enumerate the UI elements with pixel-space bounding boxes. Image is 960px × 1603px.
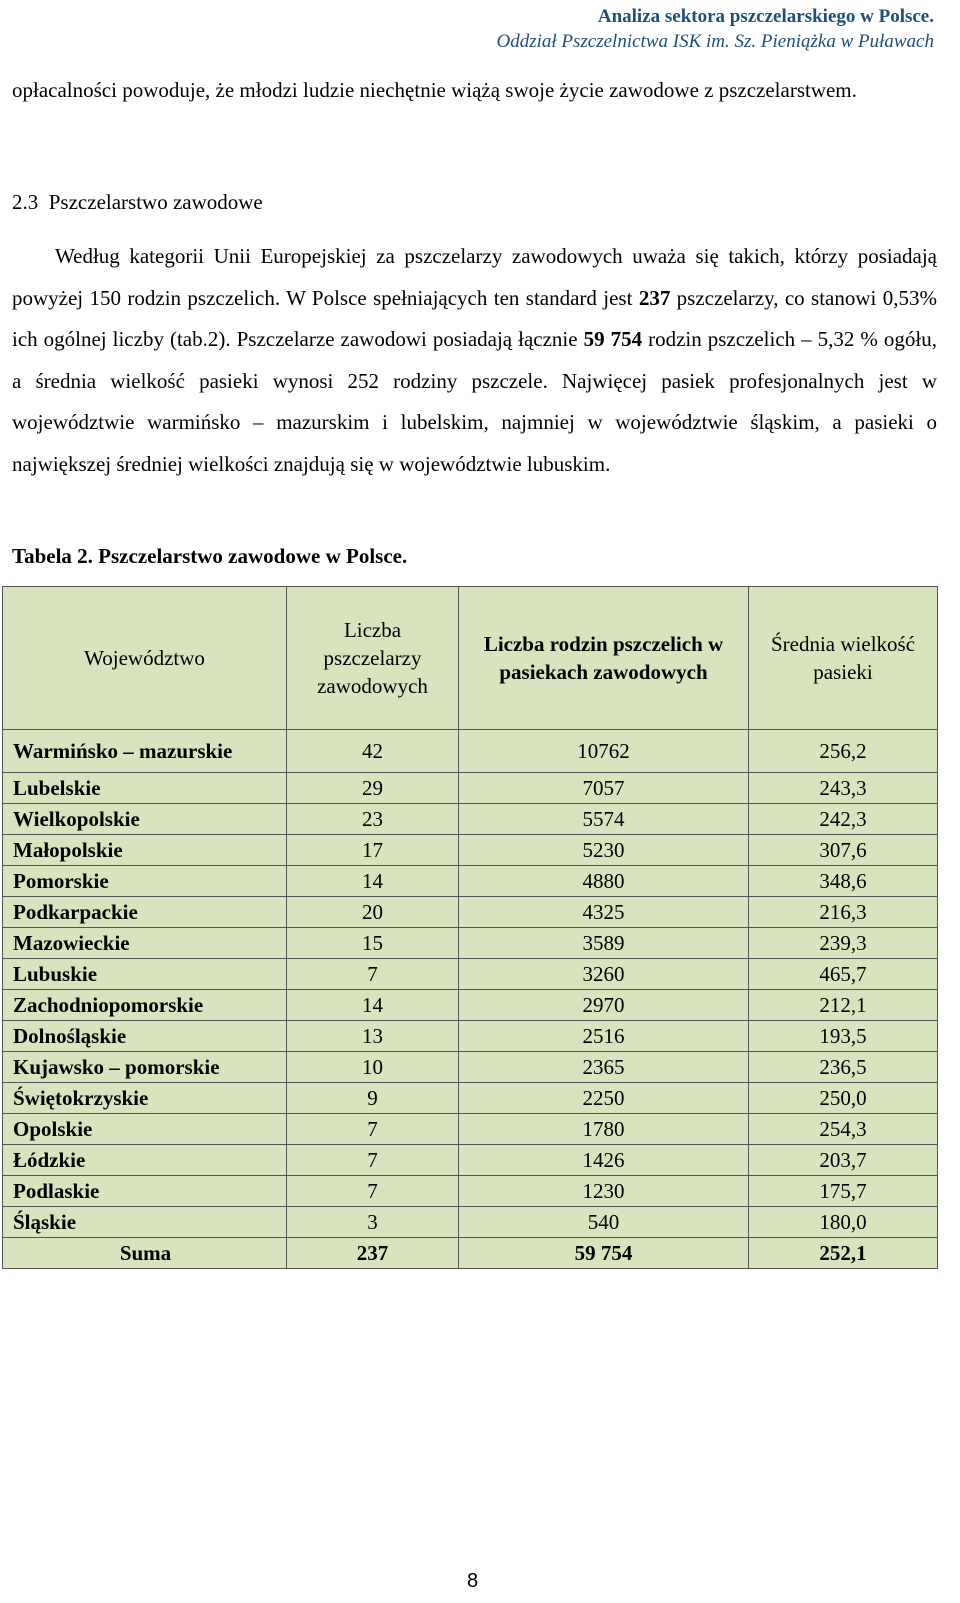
voivodeship-cell: Świętokrzyskie bbox=[3, 1083, 287, 1114]
voivodeship-cell: Małopolskie bbox=[3, 835, 287, 866]
average-cell: 243,3 bbox=[749, 773, 938, 804]
table-sum-row bbox=[3, 1238, 938, 1269]
voivodeship-cell: Opolskie bbox=[3, 1114, 287, 1145]
average-cell: 180,0 bbox=[749, 1207, 938, 1238]
voivodeship-cell: Śląskie bbox=[3, 1207, 287, 1238]
table-row bbox=[3, 1083, 938, 1114]
average-cell: 348,6 bbox=[749, 866, 938, 897]
beekeepers-cell: 29 bbox=[287, 773, 459, 804]
voivodeship-cell: Wielkopolskie bbox=[3, 804, 287, 835]
beekeepers-cell: 7 bbox=[287, 1176, 459, 1207]
voivodeship-cell: Warmińsko – mazurskie bbox=[3, 730, 287, 773]
average-cell: 465,7 bbox=[749, 959, 938, 990]
table-row bbox=[3, 928, 938, 959]
colonies-cell: 4880 bbox=[459, 866, 749, 897]
voivodeship-cell: Zachodniopomorskie bbox=[3, 990, 287, 1021]
average-cell: 193,5 bbox=[749, 1021, 938, 1052]
section-title: Pszczelarstwo zawodowe bbox=[48, 190, 263, 214]
beekeepers-cell: 20 bbox=[287, 897, 459, 928]
paragraph-text-3: rodzin pszczelich – 5,32 % ogółu, a średnia wielkość pasieki wynosi 252 rodziny pszczele. Najwięcej pasiek profesjonalnych jest w województwie warmińsko – mazurskim i lubelskim, najmniej w województwie śląskim, a pasieki o największej średniej wielkości znajdują się w województwie lubuskim. bbox=[12, 327, 937, 476]
beekeepers-cell: 13 bbox=[287, 1021, 459, 1052]
table-row bbox=[3, 1207, 938, 1238]
beekeepers-cell: 23 bbox=[287, 804, 459, 835]
table-row bbox=[3, 866, 938, 897]
table-row bbox=[3, 1176, 938, 1207]
table-row bbox=[3, 1052, 938, 1083]
average-cell: 256,2 bbox=[749, 730, 938, 773]
average-cell: 236,5 bbox=[749, 1052, 938, 1083]
table-row bbox=[3, 773, 938, 804]
column-header-beekeepers: Liczba pszczelarzy zawodowych bbox=[287, 587, 459, 730]
average-cell: 252,1 bbox=[749, 1238, 938, 1269]
beekeepers-cell: 7 bbox=[287, 959, 459, 990]
voivodeship-cell: Łódzkie bbox=[3, 1145, 287, 1176]
table-row bbox=[3, 897, 938, 928]
average-cell: 254,3 bbox=[749, 1114, 938, 1145]
voivodeship-cell: Lubelskie bbox=[3, 773, 287, 804]
voivodeship-cell: Mazowieckie bbox=[3, 928, 287, 959]
table-row bbox=[3, 1145, 938, 1176]
average-cell: 175,7 bbox=[749, 1176, 938, 1207]
beekeepers-cell: 14 bbox=[287, 990, 459, 1021]
table-row bbox=[3, 959, 938, 990]
colonies-cell: 2250 bbox=[459, 1083, 749, 1114]
beekeepers-cell: 3 bbox=[287, 1207, 459, 1238]
average-cell: 242,3 bbox=[749, 804, 938, 835]
table-row bbox=[3, 804, 938, 835]
average-cell: 307,6 bbox=[749, 835, 938, 866]
section-number: 2.3 bbox=[12, 190, 39, 214]
beekeepers-cell: 17 bbox=[287, 835, 459, 866]
colonies-cell: 5230 bbox=[459, 835, 749, 866]
voivodeship-cell: Kujawsko – pomorskie bbox=[3, 1052, 287, 1083]
table-body bbox=[3, 730, 938, 1269]
table-caption: Tabela 2. Pszczelarstwo zawodowe w Polsce. bbox=[12, 544, 408, 568]
column-header-average: Średnia wielkość pasieki bbox=[749, 587, 938, 730]
running-header bbox=[496, 4, 934, 54]
colonies-cell: 1230 bbox=[459, 1176, 749, 1207]
average-cell: 216,3 bbox=[749, 897, 938, 928]
beekeepers-cell: 14 bbox=[287, 866, 459, 897]
beekeepers-cell: 42 bbox=[287, 730, 459, 773]
average-cell: 250,0 bbox=[749, 1083, 938, 1114]
column-header-colonies: Liczba rodzin pszczelich w pasiekach zawodowych bbox=[459, 587, 749, 730]
paragraph-bold-count: 237 bbox=[638, 285, 671, 310]
colonies-cell: 3589 bbox=[459, 928, 749, 959]
colonies-cell: 540 bbox=[459, 1207, 749, 1238]
page-number: 8 bbox=[466, 1570, 479, 1592]
header-subtitle: Oddział Pszczelnictwa ISK im. Sz. Pieniążka w Puławach bbox=[496, 31, 934, 52]
paragraph-text-1: Według kategorii Unii Europejskiej za pszczelarzy zawodowych uważa się takich, którzy posiadają powyżej 150 rodzin pszczelich. W Polsce spełniających ten standard jest bbox=[12, 244, 937, 310]
data-table bbox=[2, 586, 938, 1269]
colonies-cell: 10762 bbox=[459, 730, 749, 773]
voivodeship-cell: Podlaskie bbox=[3, 1176, 287, 1207]
voivodeship-cell: Pomorskie bbox=[3, 866, 287, 897]
header-title: Analiza sektora pszczelarskiego w Polsce. bbox=[597, 6, 934, 27]
voivodeship-cell: Lubuskie bbox=[3, 959, 287, 990]
table-row bbox=[3, 730, 938, 773]
colonies-cell: 4325 bbox=[459, 897, 749, 928]
colonies-cell: 1426 bbox=[459, 1145, 749, 1176]
beekeepers-cell: 7 bbox=[287, 1114, 459, 1145]
average-cell: 239,3 bbox=[749, 928, 938, 959]
section-heading bbox=[12, 182, 263, 223]
voivodeship-cell: Dolnośląskie bbox=[3, 1021, 287, 1052]
colonies-cell: 2365 bbox=[459, 1052, 749, 1083]
table-row bbox=[3, 835, 938, 866]
colonies-cell: 7057 bbox=[459, 773, 749, 804]
colonies-cell: 3260 bbox=[459, 959, 749, 990]
beekeepers-cell: 10 bbox=[287, 1052, 459, 1083]
paragraph-text-2: pszczelarzy, co stanowi 0,53% ich ogólnej liczby (tab.2). Pszczelarze zawodowi posiadają łącznie bbox=[12, 285, 937, 351]
column-header-voivodeship: Województwo bbox=[3, 587, 287, 730]
beekeepers-cell: 15 bbox=[287, 928, 459, 959]
data-table-container bbox=[2, 586, 937, 1269]
paragraph-bold-colonies: 59 754 bbox=[583, 327, 643, 351]
colonies-cell: 2516 bbox=[459, 1021, 749, 1052]
colonies-cell: 1780 bbox=[459, 1114, 749, 1145]
voivodeship-cell: Podkarpackie bbox=[3, 897, 287, 928]
table-row bbox=[3, 1114, 938, 1145]
table-header-row bbox=[3, 587, 938, 730]
beekeepers-cell: 237 bbox=[287, 1238, 459, 1269]
beekeepers-cell: 9 bbox=[287, 1083, 459, 1114]
colonies-cell: 5574 bbox=[459, 804, 749, 835]
voivodeship-cell: Suma bbox=[3, 1238, 287, 1269]
colonies-cell: 2970 bbox=[459, 990, 749, 1021]
average-cell: 212,1 bbox=[749, 990, 938, 1021]
section-paragraph bbox=[12, 236, 937, 485]
paragraph-continued: opłacalności powoduje, że młodzi ludzie niechętnie wiążą swoje życie zawodowe z pszczelarstwem. bbox=[12, 78, 857, 102]
table-row bbox=[3, 1021, 938, 1052]
table-row bbox=[3, 990, 938, 1021]
average-cell: 203,7 bbox=[749, 1145, 938, 1176]
beekeepers-cell: 7 bbox=[287, 1145, 459, 1176]
colonies-cell: 59 754 bbox=[459, 1238, 749, 1269]
